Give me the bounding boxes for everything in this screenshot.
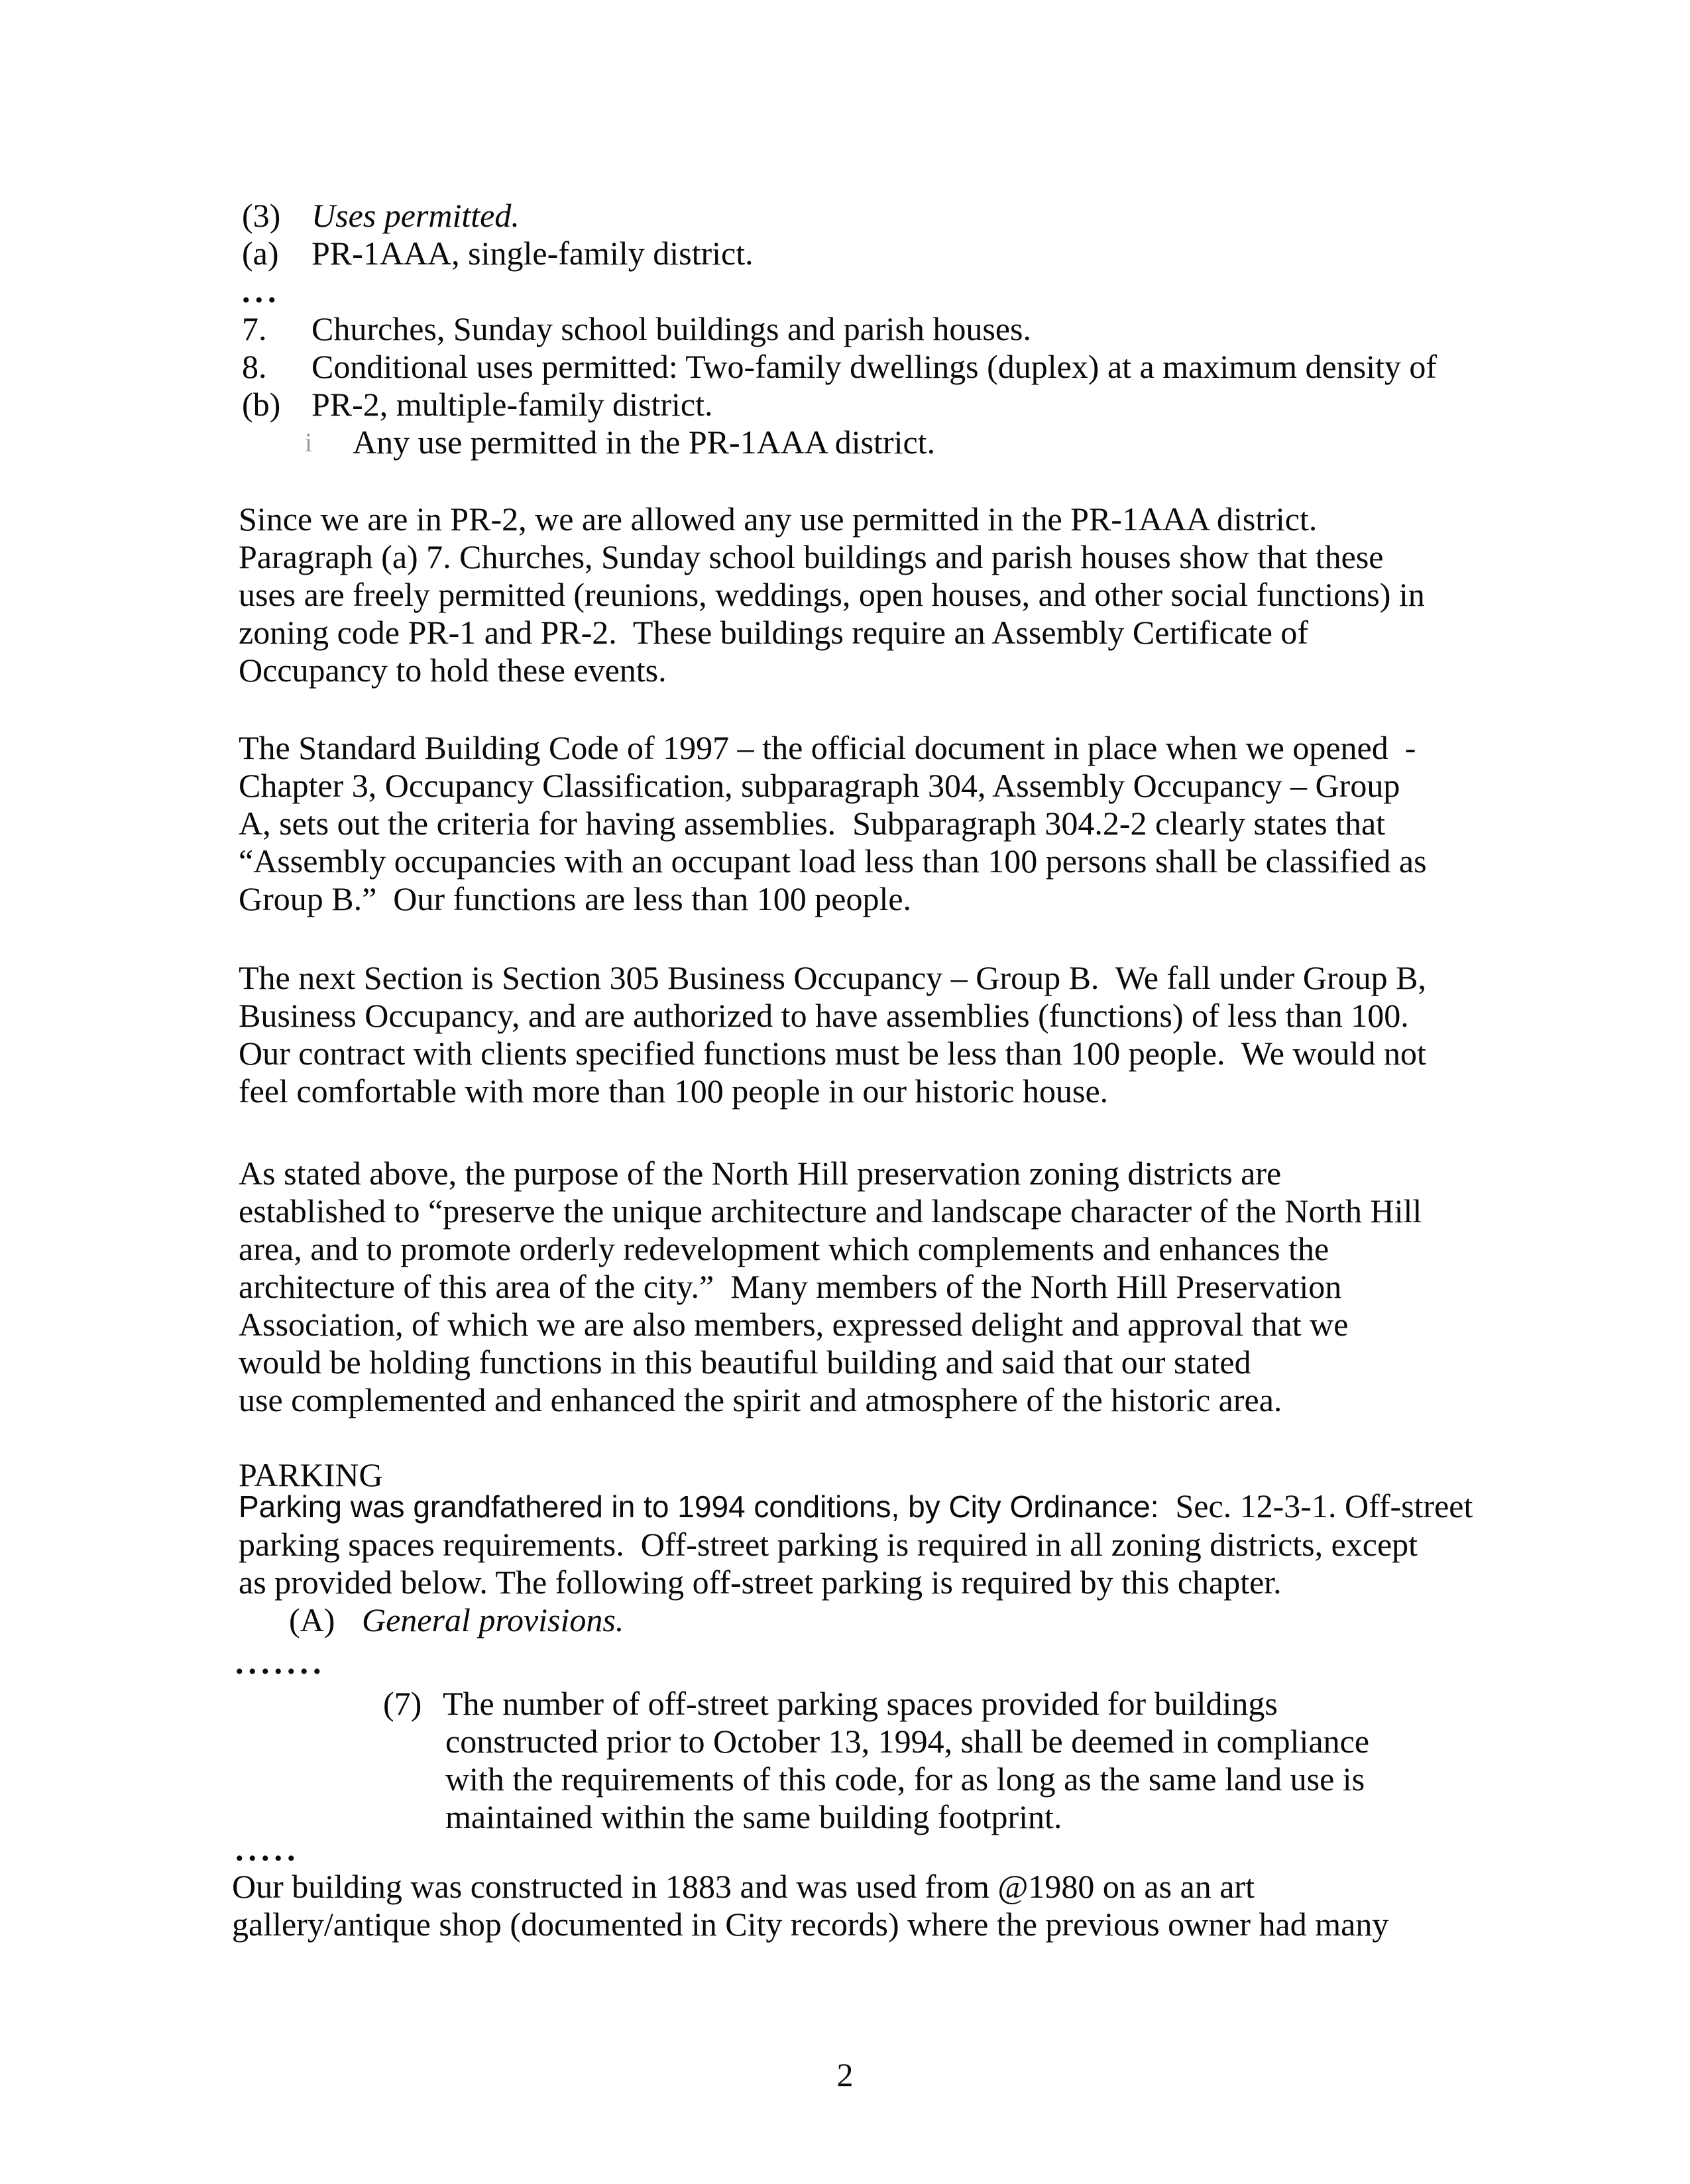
paragraph-line-mixed-fonts xyxy=(239,1487,1473,1526)
paragraph-section-305 xyxy=(239,959,1426,1110)
paragraph-line: Since we are in PR-2, we are allowed any use permitted in the PR-1AAA district. xyxy=(239,500,1318,538)
ellipsis-line-seven-dots: ....... xyxy=(235,1644,326,1681)
list-marker: (a) xyxy=(242,235,279,272)
paragraph-line: Paragraph (a) 7. Churches, Sunday school buildings and parish houses show that these xyxy=(239,538,1384,575)
paragraph-line: Chapter 3, Occupancy Classification, subparagraph 304, Assembly Occupancy – Group xyxy=(239,767,1400,804)
paragraph-line: feel comfortable with more than 100 people in our historic house. xyxy=(239,1072,1109,1110)
list-text-any-use: Any use permitted in the PR-1AAA district. xyxy=(353,424,936,461)
list-item-a xyxy=(242,235,1437,272)
paragraph-north-hill-purpose xyxy=(239,1155,1422,1419)
item7-line: constructed prior to October 13, 1994, shall be deemed in compliance xyxy=(445,1723,1370,1760)
list-marker: (A) xyxy=(289,1601,335,1638)
faint-scan-mark: i xyxy=(305,428,313,457)
paragraph-line: would be holding functions in this beautiful building and said that our stated xyxy=(239,1344,1251,1381)
list-marker: 8. xyxy=(242,348,267,385)
list-marker: (7) xyxy=(383,1685,422,1722)
paragraph-line: The next Section is Section 305 Business Occupancy – Group B. We fall under Group B, xyxy=(239,959,1426,996)
paragraph-line: area, and to promote orderly redevelopment which complements and enhances the xyxy=(239,1230,1329,1267)
list-text-uses-permitted: Uses permitted. xyxy=(311,197,520,234)
general-provisions-line xyxy=(239,1601,1473,1639)
page-number: 2 xyxy=(836,2056,854,2093)
parking-lead-serif-text: Sec. 12-3-1. Off-street xyxy=(1158,1487,1473,1524)
list-text-pr2: PR-2, multiple-family district. xyxy=(311,386,713,423)
item7-first-line xyxy=(383,1685,1369,1723)
list-item-any-use xyxy=(242,424,1437,461)
paragraph-line: As stated above, the purpose of the North Hill preservation zoning districts are xyxy=(239,1155,1282,1192)
paragraph-line: use complemented and enhanced the spirit and atmosphere of the historic area. xyxy=(239,1381,1282,1418)
list-marker: 7. xyxy=(242,310,267,347)
item7-line: with the requirements of this code, for as long as the same land use is xyxy=(445,1760,1365,1798)
paragraph-line: Our contract with clients specified functions must be less than 100 people. We would not xyxy=(239,1035,1426,1072)
paragraph-line: gallery/antique shop (documented in City records) where the previous owner had many xyxy=(232,1906,1389,1943)
ellipsis-line-five-dots: ..... xyxy=(235,1831,300,1868)
paragraph-line: as provided below. The following off-street parking is required by this chapter. xyxy=(239,1564,1282,1601)
paragraph-parking xyxy=(239,1487,1473,1639)
paragraph-line: architecture of this area of the city.” Many members of the North Hill Preservation xyxy=(239,1268,1342,1305)
paragraph-our-building xyxy=(232,1868,1388,1943)
list-marker: (b) xyxy=(242,386,281,423)
paragraph-standard-building-code xyxy=(239,729,1427,918)
list-text-churches: Churches, Sunday school buildings and parish houses. xyxy=(311,310,1032,347)
paragraph-since-pr2 xyxy=(239,500,1425,689)
list-text-pr1aaa: PR-1AAA, single-family district. xyxy=(311,235,754,272)
paragraph-line: Group B.” Our functions are less than 100 people. xyxy=(239,880,912,917)
list-text-conditional: Conditional uses permitted: Two-family dwellings (duplex) at a maximum density of xyxy=(311,348,1437,385)
list-item-b xyxy=(242,386,1437,424)
paragraph-line: Occupancy to hold these events. xyxy=(239,652,667,689)
parking-heading: PARKING xyxy=(239,1456,383,1493)
item7-line: maintained within the same building footprint. xyxy=(445,1798,1062,1835)
ellipsis-line: ... xyxy=(242,272,281,310)
list-item-8 xyxy=(242,348,1437,386)
paragraph-line: uses are freely permitted (reunions, weddings, open houses, and other social functions) in xyxy=(239,576,1425,613)
parking-lead-sans-text: Parking was grandfathered in to 1994 conditions, by City Ordinance: xyxy=(239,1489,1159,1524)
paragraph-line: Association, of which we are also members, expressed delight and approval that we xyxy=(239,1306,1349,1343)
zoning-uses-list xyxy=(242,197,1437,461)
paragraph-line: The Standard Building Code of 1997 – the official document in place when we opened - xyxy=(239,729,1416,766)
paragraph-line: Our building was constructed in 1883 and was used from @1980 on as an art xyxy=(232,1868,1255,1905)
list-item-7 xyxy=(242,310,1437,348)
paragraph-line: zoning code PR-1 and PR-2. These buildings require an Assembly Certificate of xyxy=(239,614,1309,651)
list-item-3 xyxy=(242,197,1437,235)
paragraph-line: parking spaces requirements. Off-street parking is required in all zoning districts, except xyxy=(239,1526,1418,1563)
paragraph-line: established to “preserve the unique architecture and landscape character of the North Hill xyxy=(239,1192,1422,1230)
paragraph-line: “Assembly occupancies with an occupant load less than 100 persons shall be classified as xyxy=(239,842,1427,880)
ordinance-item-7 xyxy=(383,1685,1369,1836)
paragraph-line: A, sets out the criteria for having assemblies. Subparagraph 304.2-2 clearly states that xyxy=(239,805,1386,842)
paragraph-line: Business Occupancy, and are authorized to have assemblies (functions) of less than 100. xyxy=(239,997,1409,1034)
general-provisions-text: General provisions. xyxy=(362,1601,624,1638)
item7-line: The number of off-street parking spaces provided for buildings xyxy=(443,1685,1278,1722)
list-marker: (3) xyxy=(242,197,281,234)
